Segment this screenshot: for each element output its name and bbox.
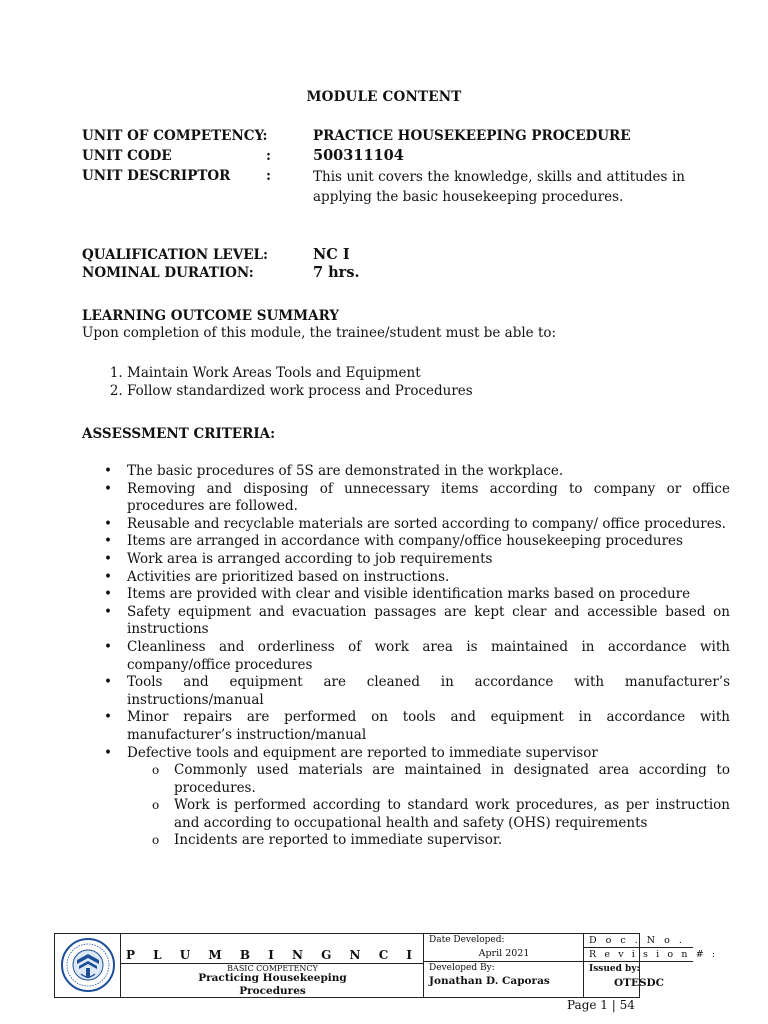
assessment-sub-list: [127, 762, 730, 850]
qualification-level-label: QUALIFICATION LEVEL:: [82, 247, 268, 263]
list-item-with-subitems: [127, 745, 730, 851]
document-footer-table: [54, 933, 718, 998]
unit-descriptor-colon: :: [266, 168, 271, 184]
sub-list-item: o Work is performed according to standard work procedures, as per instruction and according to occupational health and safety (OHS) requirements: [174, 797, 730, 832]
unit-descriptor-value: This unit covers the knowledge, skills and attitudes in applying the basic housekeeping procedures.: [313, 169, 685, 205]
unit-code-colon: :: [266, 148, 271, 164]
list-item: • Tools and equipment are cleaned in accordance with manufacturer’s instructions/manual: [127, 674, 730, 709]
footer-competency-type: BASIC COMPETENCY: [227, 964, 318, 973]
divider: [584, 961, 693, 962]
footer-module-name: [121, 972, 424, 998]
logo-cell: [55, 934, 121, 997]
list-item-text: Defective tools and equipment are reported to immediate supervisor: [127, 744, 598, 761]
date-developed-label: Date Developed:: [429, 935, 505, 945]
list-item: • Activities are prioritized based on instructions.: [127, 569, 730, 587]
issued-by-label: Issued by:: [589, 964, 640, 974]
list-item: • Minor repairs are performed on tools and equipment in accordance with manufacturer’s instruction/manual: [127, 709, 730, 744]
footer-right-cell: [584, 934, 718, 997]
developed-by-value: Jonathan D. Caporas: [429, 975, 550, 987]
nominal-duration-value: 7 hrs.: [313, 264, 360, 281]
list-item: • Items are provided with clear and visible identification marks based on procedure: [127, 586, 730, 604]
sub-list-item: o Commonly used materials are maintained in designated area according to procedures.: [174, 762, 730, 797]
unit-of-competency-value: PRACTICE HOUSEKEEPING PROCEDURE: [313, 128, 631, 144]
module-title: MODULE CONTENT: [306, 89, 462, 105]
list-item: • Items are arranged in accordance with company/office housekeeping procedures: [127, 533, 730, 551]
date-developed-value: April 2021: [478, 948, 530, 959]
list-item: • Work area is arranged according to job requirements: [127, 551, 730, 569]
tesda-logo-icon: [55, 934, 121, 997]
doc-no-label: D o c . N o .: [589, 935, 685, 946]
developed-by-label: Developed By:: [429, 963, 495, 973]
assessment-criteria-heading: ASSESSMENT CRITERIA:: [82, 426, 276, 442]
footer-title-cell: [121, 934, 424, 997]
learning-outcome-heading: LEARNING OUTCOME SUMMARY: [82, 308, 340, 324]
list-item: 2. Follow standardized work process and Procedures: [127, 382, 473, 400]
list-item: • Reusable and recyclable materials are sorted according to company/ office procedures.: [127, 516, 730, 534]
learning-outcome-intro: Upon completion of this module, the trainee/student must be able to:: [82, 325, 557, 341]
qualification-level-value: NC I: [313, 246, 350, 263]
revision-label: R e v i s i o n # :: [589, 949, 718, 960]
unit-of-competency-label: UNIT OF COMPETENCY:: [82, 128, 268, 144]
page-number: Page 1 | 54: [567, 998, 635, 1012]
footer-module-name-line1: Practicing Housekeeping: [198, 972, 347, 984]
footer-module-name-line2: Procedures: [239, 985, 306, 997]
footer-program: P L U M B I N G N C I: [125, 948, 420, 962]
unit-descriptor-label: UNIT DESCRIPTOR: [82, 168, 231, 184]
nominal-duration-label: NOMINAL DURATION:: [82, 265, 254, 281]
sub-list-item: o Incidents are reported to immediate supervisor.: [174, 832, 730, 850]
list-item: 1. Maintain Work Areas Tools and Equipment: [127, 364, 473, 382]
learning-outcome-list: [82, 364, 473, 400]
list-item: • The basic procedures of 5S are demonstrated in the workplace.: [127, 463, 730, 481]
assessment-criteria-list: [82, 463, 730, 850]
list-item: • Removing and disposing of unnecessary items according to company or office procedures are followed.: [127, 481, 730, 516]
list-item: • Safety equipment and evacuation passages are kept clear and accessible based on instructions: [127, 604, 730, 639]
list-item: • Cleanliness and orderliness of work area is maintained in accordance with company/office procedures: [127, 639, 730, 674]
divider: [424, 961, 584, 962]
issued-by-value: OTESDC: [613, 977, 664, 989]
unit-code-value: 500311104: [313, 147, 404, 164]
divider: [584, 947, 693, 948]
footer-mid-cell: [424, 934, 584, 997]
unit-code-label: UNIT CODE: [82, 148, 172, 164]
